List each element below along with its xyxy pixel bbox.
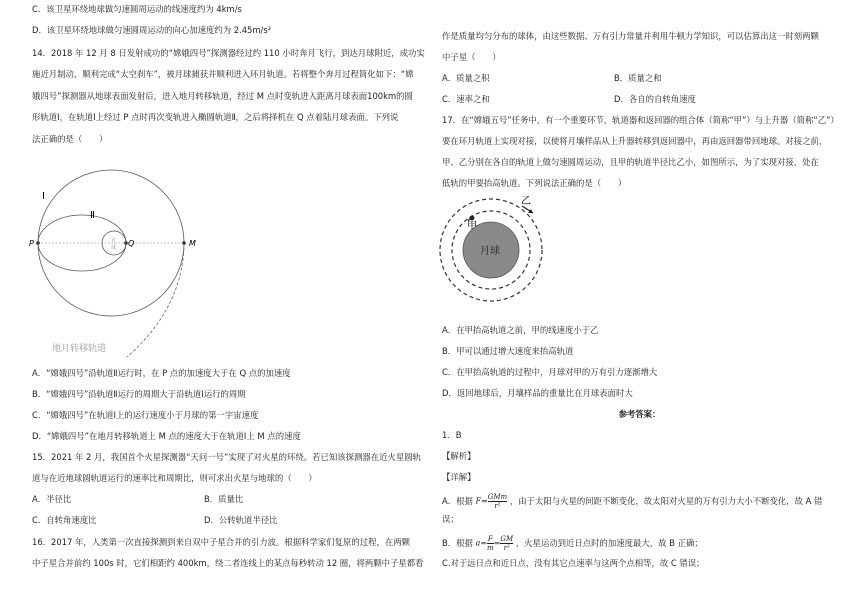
q14-option-b: B．“嫦娥四号”沿轨道Ⅱ运行的周期大于沿轨道Ⅰ运行的周期 — [32, 389, 246, 399]
q16-stem-line3: 作是质量均匀分布的球体，由这些数据、万有引力常量并利用牛顿力学知识，可以估算出这一时刻两颗 — [442, 31, 819, 41]
q14-option-d: D．“嫦娥四号”在地月转移轨道上 M 点的速度大于在轨道Ⅰ上 M 点的速度 — [32, 431, 301, 441]
q16-stem-line4: 中子星（ ） — [442, 52, 501, 62]
q14-option-a: A．“嫦娥四号”沿轨道Ⅱ运行时，在 P 点的加速度大于在 Q 点的加速度 — [32, 368, 291, 378]
q16-stem-line1: 16．2017 年，人类第一次直接探测到来自双中子星合并的引力波。根据科学家们复原的过程，在两颗 — [32, 537, 411, 547]
answer-1: 1．B — [442, 430, 462, 440]
explanation-a-suffix: ，由于太阳与火星的间距不断变化，故太阳对火星的万有引力大小不断变化，故 A 错 — [509, 496, 823, 506]
label-p: P — [29, 239, 34, 248]
answers-heading: 参考答案： — [618, 409, 661, 419]
q15-option-c: C．自转角速度比 — [32, 515, 97, 525]
yi-label: 乙 — [521, 196, 531, 207]
q16-option-a: A．质量之积 — [442, 73, 490, 83]
point-m — [182, 241, 186, 245]
transfer-orbit-label: 地月转移轨道 — [52, 344, 107, 354]
q17-option-a: A．在甲抬高轨道之前，甲的线速度小于乙 — [442, 325, 599, 335]
q17-stem-line1: 17．在“嫦娥五号”任务中，有一个重要环节，轨道器和返回器的组合体（简称“甲”）与上升器（简称“乙”） — [442, 115, 839, 125]
explanation-a-prefix: A．根据 — [442, 496, 473, 506]
q14-stem-line2: 施近月制动，顺利完成“太空刹车”，被月球捕获并顺利进入环月轨道。若将整个奔月过程简化如下：“嫦 — [32, 69, 414, 79]
q16-option-d: D．各自的自转角速度 — [614, 94, 696, 104]
jia-label: 甲 — [467, 221, 477, 232]
q15-option-b: B．质量比 — [204, 494, 244, 504]
q16-option-c: C．速率之和 — [442, 94, 490, 104]
q15-option-d: D．公转轨道半径比 — [204, 515, 278, 525]
q14-stem-line5: 法正确的是（ ） — [32, 134, 108, 144]
analysis-tag: 【解析】 — [442, 451, 476, 461]
q16-option-b: B．质量之和 — [614, 73, 662, 83]
moon-label-1: 月 — [111, 238, 117, 244]
q14-stem-line4: 形轨道Ⅰ，在轨道Ⅰ上经过 P 点时再次变轨进入椭圆轨道Ⅱ，之后将择机在 Q 点着陆月球表面。下列说 — [32, 112, 399, 122]
q16-stem-line2: 中子星合并前约 100s 时，它们相距约 400km，绕二者连线上的某点每秒转动 12 圈，将两颗中子星都看 — [32, 558, 424, 568]
label-q: Q — [128, 239, 135, 248]
moon-label-2: 球 — [111, 245, 117, 251]
q17-stem-line3: 甲、乙分别在各自的轨道上做匀速圆周运动，且甲的轨道半径比乙小，如图所示，为了实现对接，处在 — [442, 157, 819, 167]
explanation-b-suffix: ，火星运动到近日点时的加速度最大，故 B 正确； — [515, 538, 703, 548]
q15-stem-line2: 道与在近地球圆轨道运行的速率比和周期比，则可求出火星与地球的（ ） — [32, 473, 317, 483]
q17-stem-line2: 要在环月轨道上实现对接，以使将月壤样品从上升器转移到返回器中，再由返回器带回地球。对接之前， — [442, 136, 828, 146]
q15-stem-line1: 15．2021 年 2 月，我国首个火星探测器“天问一号”实现了对火星的环绕。若已知该探测器在近火星圆轨 — [32, 452, 421, 462]
q17-stem-line4: 低轨的甲要抬高轨道。下列说法正确的是（ ） — [442, 178, 627, 188]
formula-acceleration: a= $\frac{F}{m}$ = $\frac{GM}{\text{r²}}$ — [475, 535, 514, 552]
explanation-a-line2: 误； — [442, 514, 459, 524]
explanation-b — [442, 535, 703, 552]
docking-orbit-figure — [436, 192, 556, 312]
moon-label: 月球 — [480, 246, 500, 257]
q17-option-d: D．返回地球后，月壤样品的重量比在月球表面时大 — [442, 388, 633, 398]
transfer-orbit-path — [127, 243, 184, 357]
orbit-2-label: Ⅱ — [90, 210, 95, 221]
point-p — [36, 241, 40, 245]
detail-tag: 【详解】 — [442, 472, 476, 482]
orbit-1-label: Ⅰ — [42, 191, 45, 202]
explanation-c: C.对于远日点和近日点，没有其它点速率与这两个点相等，故 C 错误； — [442, 558, 705, 568]
q17-option-b: B．甲可以通过增大速度来抬高轨道 — [442, 346, 574, 356]
q17-option-c: C．在甲抬高轨道的过程中，月球对甲的万有引力逐渐增大 — [442, 367, 658, 377]
q14-option-c: C．“嫦娥四号”在轨道Ⅰ上的运行速度小于月球的第一宇宙速度 — [32, 410, 259, 420]
q13-option-d: D．该卫星环绕地球做匀速圆周运动的向心加速度约为 2.45m/s² — [32, 25, 272, 35]
lunar-orbit-figure — [29, 162, 207, 362]
label-m: M — [189, 239, 196, 248]
q14-stem-line3: 娥四号”探测器从地球表面发射后，进入地月转移轨道，经过 M 点时变轨进入距离月球表面100km的圆 — [32, 91, 413, 101]
formula-gravity: F= GMm r² — [475, 493, 508, 510]
explanation-b-prefix: B．根据 — [442, 538, 473, 548]
explanation-a — [442, 493, 822, 510]
q15-option-a: A．半径比 — [32, 494, 72, 504]
q14-stem-line1: 14．2018 年 12 月 8 日发射成功的“嫦娥四号”探测器经过约 110 小时奔月飞行，到达月球附近，成功实 — [32, 48, 425, 58]
q13-option-c: C．该卫星环绕地球做匀速圆周运动的线速度约为 4km/s — [32, 4, 242, 14]
